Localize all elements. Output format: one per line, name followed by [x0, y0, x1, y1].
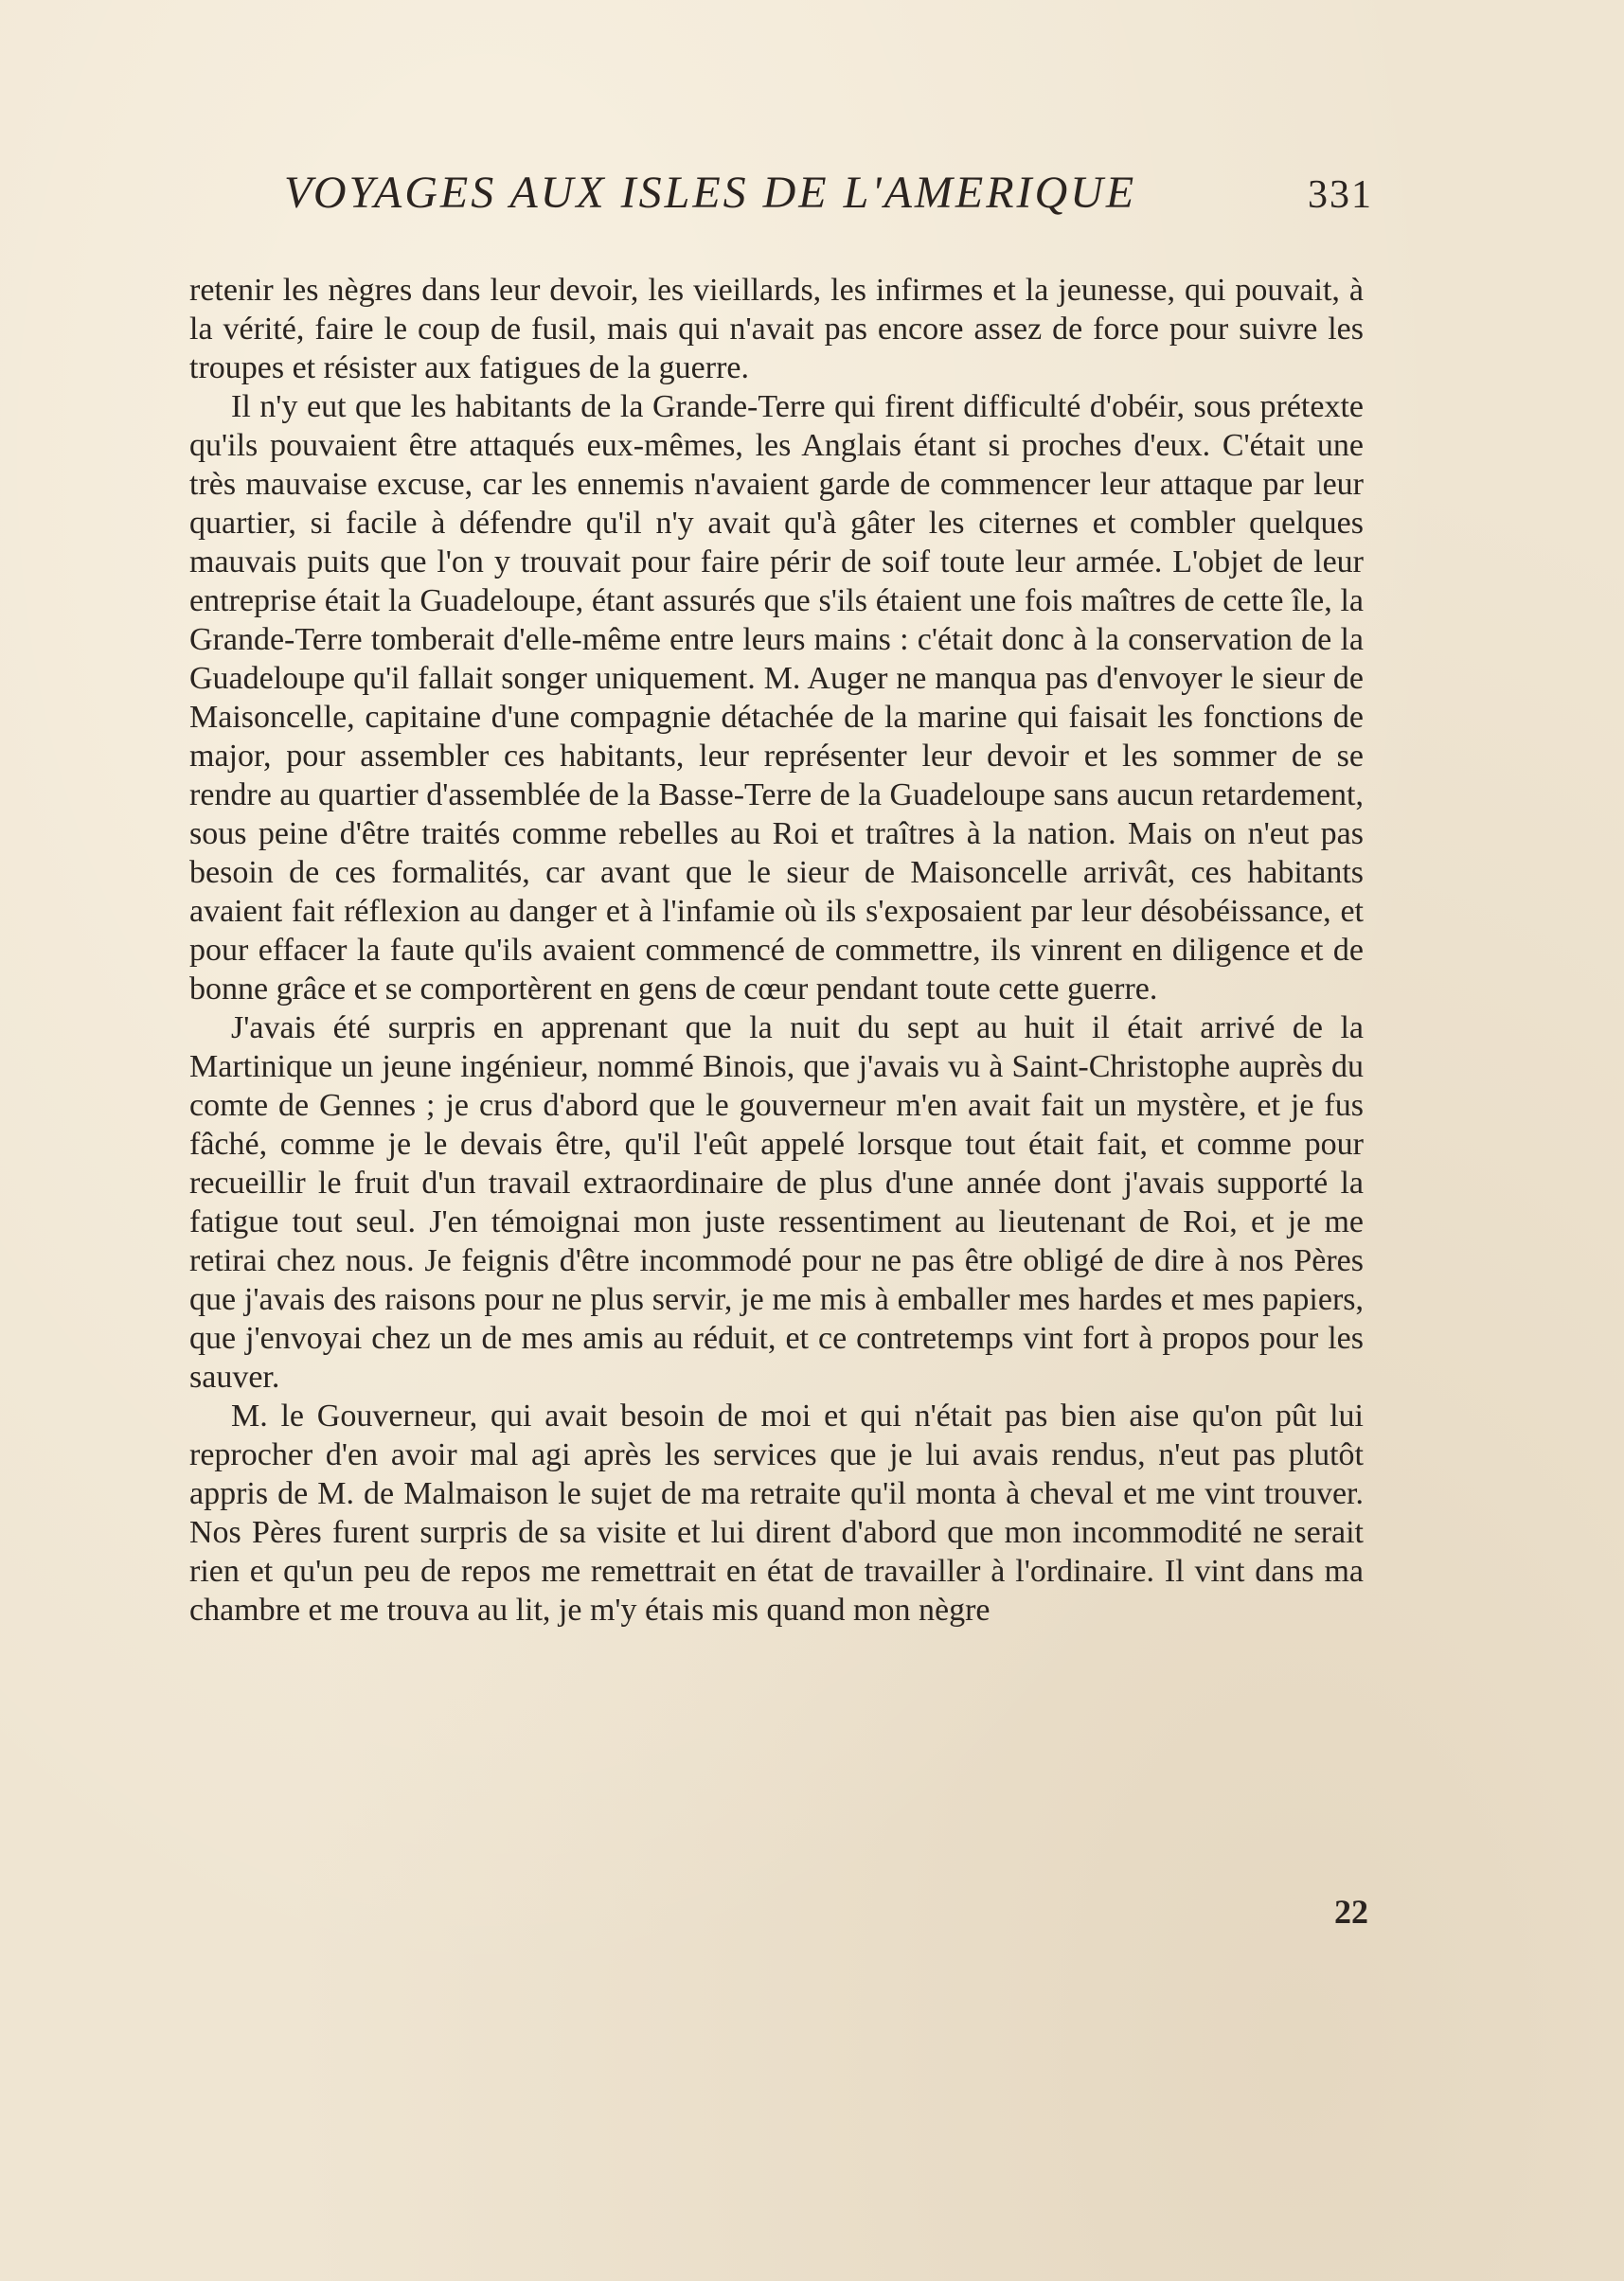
- running-head: [284, 167, 1373, 233]
- body-text: [189, 271, 1364, 1630]
- running-title: VOYAGES AUX ISLES DE L'AMERIQUE: [284, 168, 1137, 218]
- paragraph-1: retenir les nègres dans leur devoir, les vieillards, les infirmes et la jeunesse, qui pouvait, à la vérité, faire le coup de fusil, mais qui n'avait pas encore assez de force pour suivre les troupes et résister aux fatigues de la guerre.: [189, 273, 1364, 385]
- signature-mark: 22: [1334, 1893, 1368, 1931]
- paragraph-3: J'avais été surpris en apprenant que la nuit du sept au huit il était arrivé de la Martinique un jeune ingénieur, nommé Binois, que j'avais vu à Saint-Christophe auprès du comte de Gennes ; je crus d'abord que le gouverneur m'en avait fait un mystère, et je fus fâché, comme je le devais être, qu'il l'eût appelé lorsque tout était fait, et comme pour recueillir le fruit d'un travail extraordinaire de plus d'une année dont j'avais supporté la fatigue tout seul. J'en témoignai mon juste ressentiment au lieutenant de Roi, et je me retirai chez nous. Je feignis d'être incommodé pour ne pas être obligé de dire à nos Pères que j'avais des raisons pour ne plus servir, je me mis à emballer mes hardes et mes papiers, que j'envoyai chez un de mes amis au réduit, et ce contretemps vint fort à propos pour les sauver.: [189, 1010, 1364, 1395]
- paragraph-4: M. le Gouverneur, qui avait besoin de moi et qui n'était pas bien aise qu'on pût lui reprocher d'en avoir mal agi après les services que je lui avais rendus, n'eut pas plutôt appris de M. de Malmaison le sujet de ma retraite qu'il monta à cheval et me vint trouver. Nos Pères furent surpris de sa visite et lui dirent d'abord que mon incommodité ne serait rien et qu'un peu de repos me remettrait en état de travailler à l'ordinaire. Il vint dans ma chambre et me trouva au lit, je m'y étais mis quand mon nègre: [189, 1399, 1364, 1628]
- paragraph-2: Il n'y eut que les habitants de la Grande-Terre qui firent difficulté d'obéir, sous prétexte qu'ils pouvaient être attaqués eux-mêmes, les Anglais étant si proches d'eux. C'était une très mauvaise excuse, car les ennemis n'avaient garde de commencer leur attaque par leur quartier, si facile à défendre qu'il n'y avait qu'à gâter les citernes et combler quelques mauvais puits que l'on y trouvait pour faire périr de soif toute leur armée. L'objet de leur entreprise était la Guadeloupe, étant assurés que s'ils étaient une fois maîtres de cette île, la Grande-Terre tomberait d'elle-même entre leurs mains : c'était donc à la conservation de la Guadeloupe qu'il fallait songer uniquement. M. Auger ne manqua pas d'envoyer le sieur de Maisoncelle, capitaine d'une compagnie détachée de la marine qui faisait les fonctions de major, pour assembler ces habitants, leur représenter leur devoir et les sommer de se rendre au quartier d'assemblée de la Basse-Terre de la Guadeloupe sans aucun retardement, sous peine d'être traités comme rebelles au Roi et traîtres à la nation. Mais on n'eut pas besoin de ces formalités, car avant que le sieur de Maisoncelle arrivât, ces habitants avaient fait réflexion au danger et à l'infamie où ils s'exposaient par leur désobéissance, et pour effacer la faute qu'ils avaient commencé de commettre, ils vinrent en diligence et de bonne grâce et se comportèrent en gens de cœur pendant toute cette guerre.: [189, 389, 1364, 1007]
- page-number: 331: [1308, 173, 1373, 217]
